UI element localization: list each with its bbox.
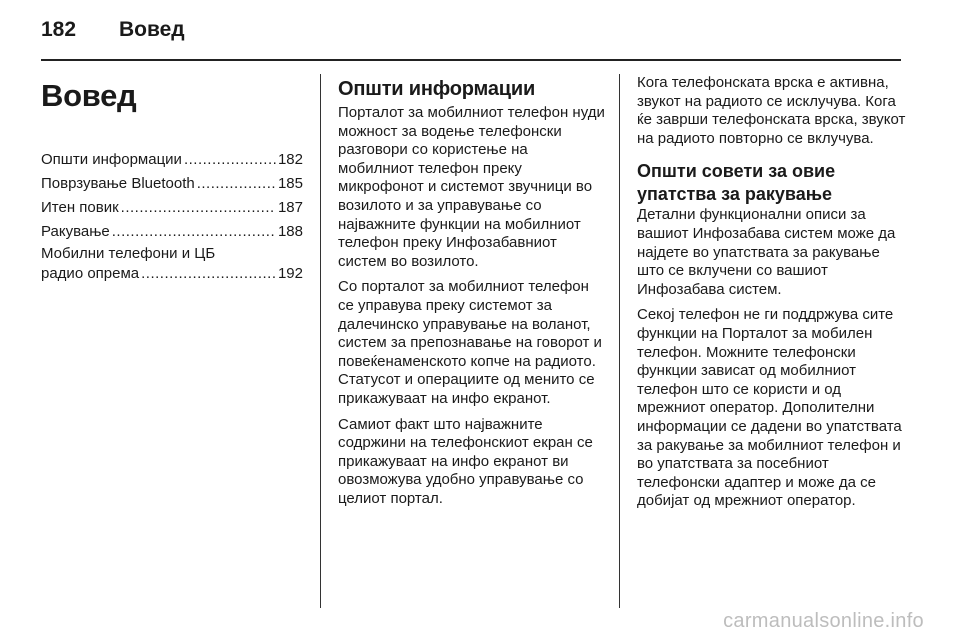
toc-label-line1: Мобилни телефони и ЦБ (41, 245, 216, 262)
column-divider (619, 74, 620, 608)
toc-item-bluetooth[interactable] (41, 172, 303, 196)
paragraph: Детални функционални описи за вашиот Инфозабава систем може да најдете во упатствата за ракување што се вклучени со вашиот Инфозабава систем. (637, 206, 896, 298)
column-general-info (338, 74, 606, 515)
toc-page-number: 185 (277, 175, 303, 192)
toc-item-mobile-phones-cb-radio[interactable] (41, 244, 303, 284)
toc-label: радио опрема (41, 265, 140, 282)
toc-leader-dots (141, 264, 276, 284)
column-toc (41, 74, 303, 284)
toc-leader-dots (197, 172, 276, 196)
table-of-contents (41, 148, 303, 284)
paragraph: Порталот за мобилниот телефон нуди можност за водење телефонски разговори со користење на мобилниот телефон преку микрофонот и системот звучници во возилото и за управување со најважните функции на мобилниот телефон преку Инфозабавниот систем во возилото. (338, 104, 605, 270)
toc-item-operation[interactable] (41, 220, 303, 244)
toc-label: Итен повик (41, 199, 119, 216)
toc-page-number: 182 (277, 151, 303, 168)
paragraph: Самиот факт што најважните содржини на телефонскиот екран се прикажуваат на инфо екранот ви овозможува удобно управување со целиот портал. (338, 415, 593, 507)
column-divider (320, 74, 321, 608)
toc-leader-dots (112, 220, 276, 244)
chapter-title: Вовед (41, 78, 137, 113)
watermark: carmanualsonline.info (723, 610, 924, 632)
toc-page-number: 192 (277, 265, 303, 282)
toc-item-emergency-call[interactable] (41, 196, 303, 220)
toc-leader-dots (184, 148, 276, 172)
toc-page-number: 187 (277, 199, 303, 216)
paragraph: Секој телефон не ги поддржува сите функции на Порталот за мобилен телефон. Можните телефонски функции зависат од мобилниот телефон што се користи и од мрежниот оператор. Дополителни информации се дадени во упатствата за ракување за мобилниот телефон и во упатствата за посебниот телефонски адаптер и може да се добијат од мрежниот оператор. (637, 306, 902, 510)
toc-label: Општи информации (41, 151, 182, 168)
header-rule (41, 59, 901, 61)
paragraph: Со порталот за мобилниот телефон се управува преку системот за далечинско управување на воланот, систем за препознавање на говорот и повеќенаменското копче на радиото. Статусот и операциите од менито се прикажуваат на инфо екранот. (338, 278, 602, 407)
paragraph: Кога телефонската врска е активна, звукот на радиото се исклучува. Кога ќе заврши телефонската врска, звукот на радиото повторно се вклучува. (637, 74, 906, 147)
toc-leader-dots (121, 196, 276, 220)
toc-label: Поврзување Bluetooth (41, 175, 195, 192)
toc-item-general-info[interactable] (41, 148, 303, 172)
toc-page-number: 188 (277, 223, 303, 240)
page-header (41, 14, 921, 54)
section-title: Општи информации (338, 78, 536, 100)
subsection-title: Општи совети за овие упатства за ракување (637, 161, 836, 205)
toc-label: Ракување (41, 223, 110, 240)
page-number: 182 (41, 18, 77, 41)
running-title: Вовед (119, 18, 185, 41)
column-notes (637, 74, 907, 518)
